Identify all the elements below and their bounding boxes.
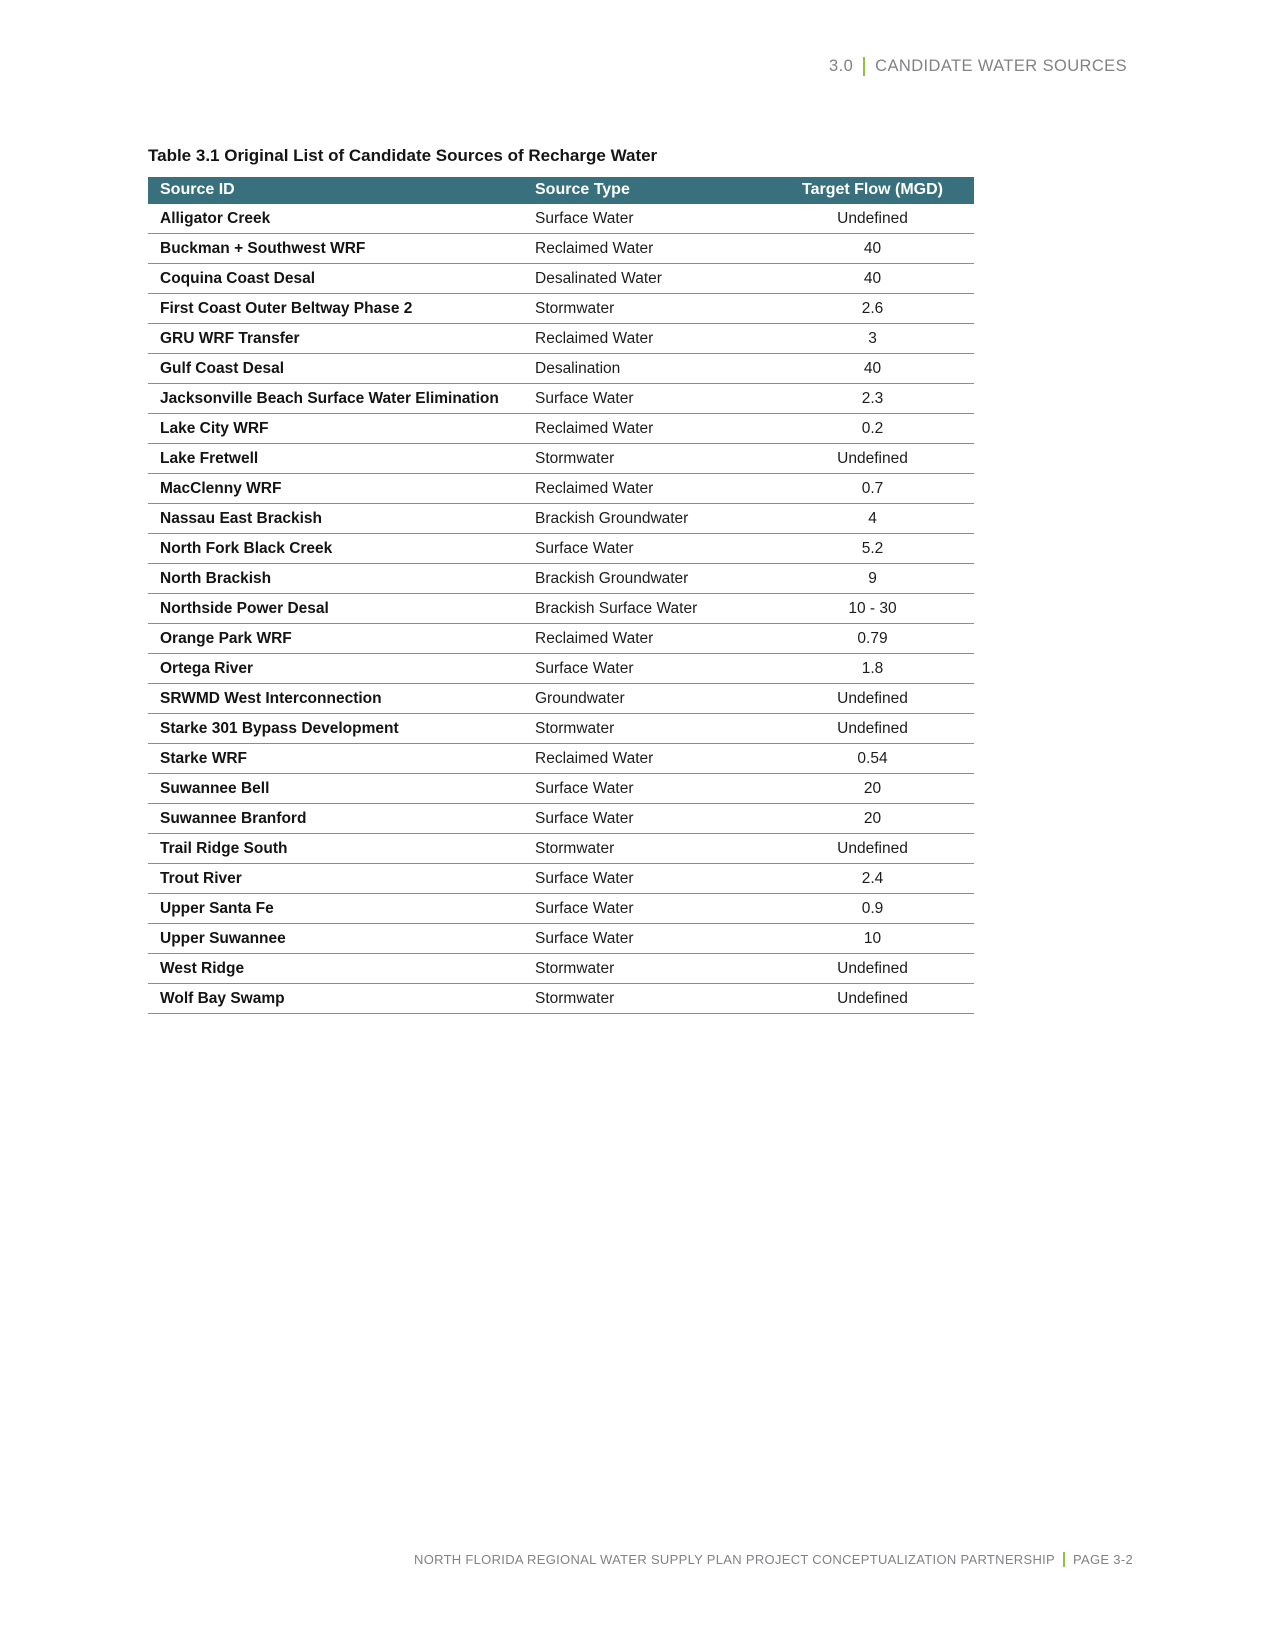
source-id-cell: Upper Santa Fe [148,894,523,924]
source-id-cell: North Brackish [148,564,523,594]
table-row [148,624,974,654]
table-row [148,444,974,474]
table-row [148,804,974,834]
target-flow-cell: Undefined [771,834,974,864]
source-id-cell: First Coast Outer Beltway Phase 2 [148,294,523,324]
source-type-cell: Surface Water [523,864,771,894]
table-row [148,354,974,384]
header-divider-pipe [863,57,865,76]
target-flow-cell: 2.3 [771,384,974,414]
target-flow-cell: 10 [771,924,974,954]
source-id-cell: West Ridge [148,954,523,984]
source-type-cell: Stormwater [523,444,771,474]
table-row [148,744,974,774]
source-id-cell: Lake Fretwell [148,444,523,474]
source-id-cell: Wolf Bay Swamp [148,984,523,1014]
source-id-cell: Lake City WRF [148,414,523,444]
target-flow-cell: Undefined [771,444,974,474]
table-row [148,834,974,864]
source-type-cell: Surface Water [523,894,771,924]
source-id-cell: Upper Suwannee [148,924,523,954]
target-flow-cell: Undefined [771,684,974,714]
source-type-cell: Stormwater [523,714,771,744]
footer-page-number: PAGE 3-2 [1073,1552,1133,1567]
target-flow-cell: 0.7 [771,474,974,504]
source-id-cell: Trail Ridge South [148,834,523,864]
target-flow-cell: 1.8 [771,654,974,684]
source-type-cell: Reclaimed Water [523,234,771,264]
header-section-title: CANDIDATE WATER SOURCES [875,57,1127,75]
source-type-cell: Surface Water [523,654,771,684]
table-row [148,714,974,744]
source-id-cell: Jacksonville Beach Surface Water Elimination [148,384,523,414]
table-row [148,864,974,894]
header-section-number: 3.0 [829,57,854,75]
target-flow-cell: 4 [771,504,974,534]
target-flow-cell: Undefined [771,714,974,744]
source-type-cell: Stormwater [523,984,771,1014]
table-row [148,234,974,264]
source-type-cell: Stormwater [523,834,771,864]
target-flow-cell: 40 [771,264,974,294]
source-id-cell: Suwannee Bell [148,774,523,804]
target-flow-cell: 20 [771,804,974,834]
table-row [148,954,974,984]
source-id-cell: Starke 301 Bypass Development [148,714,523,744]
table-row [148,774,974,804]
target-flow-cell: 0.79 [771,624,974,654]
target-flow-cell: 0.54 [771,744,974,774]
target-flow-cell: 3 [771,324,974,354]
table-row [148,384,974,414]
table-row [148,474,974,504]
table-header-row [148,177,974,204]
source-type-cell: Groundwater [523,684,771,714]
source-id-cell: Trout River [148,864,523,894]
column-header-source-id: Source ID [148,177,523,204]
target-flow-cell: Undefined [771,984,974,1014]
target-flow-cell: 20 [771,774,974,804]
table-row [148,564,974,594]
table-body [148,204,974,1014]
target-flow-cell: Undefined [771,954,974,984]
table-row [148,204,974,234]
page-footer [414,1552,1133,1567]
source-type-cell: Surface Water [523,924,771,954]
source-id-cell: Gulf Coast Desal [148,354,523,384]
table-row [148,504,974,534]
source-id-cell: Starke WRF [148,744,523,774]
source-type-cell: Surface Water [523,534,771,564]
source-type-cell: Surface Water [523,384,771,414]
source-type-cell: Reclaimed Water [523,324,771,354]
column-header-source-type: Source Type [523,177,771,204]
source-id-cell: Buckman + Southwest WRF [148,234,523,264]
table-row [148,924,974,954]
source-type-cell: Surface Water [523,774,771,804]
source-type-cell: Stormwater [523,954,771,984]
source-type-cell: Stormwater [523,294,771,324]
source-type-cell: Reclaimed Water [523,624,771,654]
source-type-cell: Brackish Surface Water [523,594,771,624]
table-row [148,684,974,714]
target-flow-cell: 2.6 [771,294,974,324]
target-flow-cell: 0.9 [771,894,974,924]
source-id-cell: Ortega River [148,654,523,684]
table-row [148,414,974,444]
table-row [148,324,974,354]
table-row [148,264,974,294]
table-row [148,654,974,684]
source-type-cell: Brackish Groundwater [523,504,771,534]
source-id-cell: Suwannee Branford [148,804,523,834]
source-id-cell: MacClenny WRF [148,474,523,504]
table-row [148,594,974,624]
target-flow-cell: 40 [771,234,974,264]
source-id-cell: SRWMD West Interconnection [148,684,523,714]
table-row [148,894,974,924]
target-flow-cell: 10 - 30 [771,594,974,624]
source-type-cell: Surface Water [523,804,771,834]
source-id-cell: GRU WRF Transfer [148,324,523,354]
source-id-cell: Coquina Coast Desal [148,264,523,294]
page-header [829,57,1127,76]
target-flow-cell: 40 [771,354,974,384]
table-title: Table 3.1 Original List of Candidate Sources of Recharge Water [148,146,658,165]
table-row [148,534,974,564]
target-flow-cell: Undefined [771,204,974,234]
target-flow-cell: 0.2 [771,414,974,444]
source-id-cell: Alligator Creek [148,204,523,234]
source-type-cell: Reclaimed Water [523,474,771,504]
source-type-cell: Surface Water [523,204,771,234]
source-id-cell: Northside Power Desal [148,594,523,624]
source-type-cell: Desalinated Water [523,264,771,294]
target-flow-cell: 5.2 [771,534,974,564]
table-row [148,984,974,1014]
target-flow-cell: 2.4 [771,864,974,894]
source-id-cell: North Fork Black Creek [148,534,523,564]
source-type-cell: Reclaimed Water [523,414,771,444]
footer-divider-pipe [1063,1552,1065,1567]
source-type-cell: Desalination [523,354,771,384]
column-header-target-flow: Target Flow (MGD) [771,177,974,204]
candidate-sources-table [148,177,974,1014]
table-row [148,294,974,324]
source-id-cell: Nassau East Brackish [148,504,523,534]
footer-text: NORTH FLORIDA REGIONAL WATER SUPPLY PLAN PROJECT CONCEPTUALIZATION PARTNERSHIP [414,1552,1056,1567]
source-type-cell: Brackish Groundwater [523,564,771,594]
source-id-cell: Orange Park WRF [148,624,523,654]
source-type-cell: Reclaimed Water [523,744,771,774]
target-flow-cell: 9 [771,564,974,594]
